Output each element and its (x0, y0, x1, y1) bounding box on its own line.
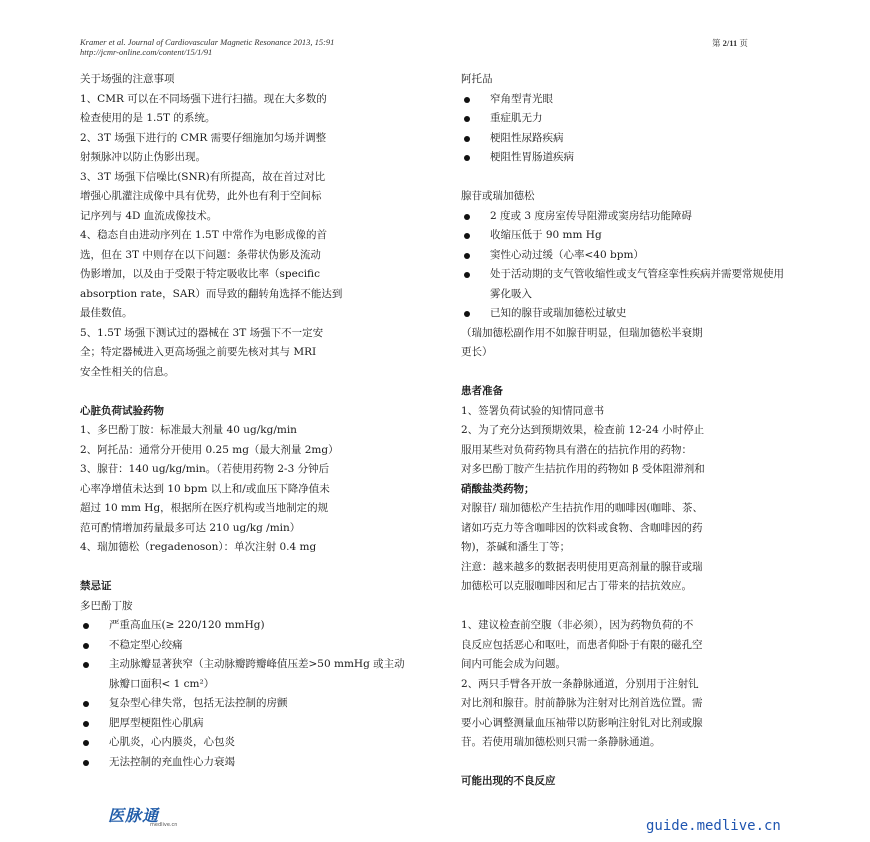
text-line: 超过 10 mm Hg，根据所在医疗机构或当地制定的规 (80, 502, 329, 514)
text-line: 最佳数值。 (80, 307, 133, 319)
adverse-reactions-heading: 可能出现的不良反应 (461, 775, 556, 787)
list-item: 梗阻性胃肠道疾病 (461, 148, 791, 168)
field-strength-body (80, 90, 410, 383)
text-line: 对多巴酚丁胺产生拮抗作用的药物如 β 受体阻滞剂和 (461, 463, 705, 475)
text-line: 选，但在 3T 中则存在以下问题：条带状伪影及流动 (80, 248, 321, 261)
page-prefix: 第 (712, 38, 721, 48)
text-line: 5、1.5T 场强下测试过的器械在 3T 场强下不一定安 (80, 326, 324, 339)
contraindications-subheading: 多巴酚丁胺 (80, 599, 133, 612)
text-line: 4、瑞加德松（regadenoson）：单次注射 0.4 mg (80, 541, 317, 553)
text-line: 1、CMR 可以在不同场强下进行扫描。现在大多数的 (80, 92, 327, 105)
atropine-heading: 阿托品 (461, 73, 493, 85)
text-line: 射频脉冲以防止伪影出现。 (80, 151, 206, 163)
patient-prep-body-2 (461, 616, 791, 753)
text-line: 对腺苷/ 瑞加德松产生拮抗作用的咖啡因(咖啡、茶、 (461, 502, 703, 514)
list-item: 窄角型青光眼 (461, 90, 791, 110)
medlive-logo[interactable]: 医脉通 (108, 806, 160, 825)
text-line: 安全性相关的信息。 (80, 365, 175, 378)
contraindications-heading: 禁忌证 (80, 580, 112, 592)
list-item: 已知的腺苷或瑞加德松过敏史 (461, 304, 791, 324)
medlive-logo-subtext: medlive.cn (150, 822, 178, 828)
text-line-bold: 硝酸盐类药物； (461, 482, 535, 495)
left-column (80, 70, 410, 772)
text-line: 注意：越来越多的数据表明使用更高剂量的腺苷或瑞 (461, 560, 703, 573)
atropine-list (461, 90, 791, 168)
page-suffix: 页 (739, 38, 748, 48)
text-line: 增强心肌灌注成像中具有优势，此外也有利于空间标 (80, 190, 322, 202)
text-line: 要小心调整测量血压袖带以防影响注射钆对比剂或腺 (461, 716, 703, 729)
page-indicator (712, 37, 748, 49)
list-item: 严重高血压(≥ 220/120 mmHg) (80, 616, 410, 636)
list-item: 肥厚型梗阻性心肌病 (80, 714, 410, 734)
stress-drugs-body (80, 421, 410, 558)
text-line: absorption rate，SAR）而导致的翻转角选择不能达到 (80, 287, 343, 300)
text-line: 3、腺苷：140 ug/kg/min。（若使用药物 2-3 分钟后 (80, 463, 330, 475)
adenosine-note: （瑞加德松副作用不如腺苷明显，但瑞加德松半衰期 (461, 326, 703, 339)
list-item: 复杂型心律失常，包括无法控制的房颤 (80, 694, 410, 714)
journal-url[interactable]: http://jcmr-online.com/content/15/1/91 (80, 47, 213, 57)
patient-prep-heading: 患者准备 (461, 385, 503, 397)
text-line: 物)，茶碱和潘生丁等； (461, 541, 571, 553)
text-line: 对比剂和腺苷。肘前静脉为注射对比剂首选位置。需 (461, 697, 703, 709)
journal-line: Kramer et al. Journal of Cardiovascular Magnetic Resonance 2013, 15:91 (80, 37, 335, 47)
text-line: 苷。若使用瑞加德松则只需一条静脉通道。 (461, 736, 661, 748)
adenosine-list (461, 207, 791, 324)
text-line: 服用某些对负荷药物具有潜在的拮抗作用的药物： (461, 443, 692, 456)
text-line: 1、建议检查前空腹（非必须），因为药物负荷的不 (461, 619, 694, 631)
field-strength-title: 关于场强的注意事项 (80, 73, 175, 85)
adenosine-heading: 腺苷或瑞加德松 (461, 190, 535, 202)
text-line: 2、两只手臂各开放一条静脉通道，分别用于注射钆 (461, 677, 699, 690)
adenosine-note: 更长） (461, 346, 493, 358)
text-line: 记序列与 4D 血流成像技术。 (80, 209, 218, 222)
list-item: 收缩压低于 90 mm Hg (461, 226, 791, 246)
text-line: 伪影增加，以及由于受限于特定吸收比率（specific (80, 268, 320, 280)
text-line: 4、稳态自由进动序列在 1.5T 中常作为电影成像的首 (80, 229, 328, 241)
text-line: 1、签署负荷试验的知情同意书 (461, 404, 605, 417)
list-item: 窦性心动过缓（心率<40 bpm） (461, 246, 791, 266)
list-item: 处于活动期的支气管收缩性或支气管痉挛性疾病并需要常规使用雾化吸入 (461, 265, 791, 304)
list-item: 无法控制的充血性心力衰竭 (80, 753, 410, 773)
list-item: 不稳定型心绞痛 (80, 636, 410, 656)
text-line: 1、多巴酚丁胺：标准最大剂量 40 ug/kg/min (80, 424, 297, 436)
text-line: 2、3T 场强下进行的 CMR 需要仔细施加匀场并调整 (80, 131, 327, 144)
text-line: 2、为了充分达到预期效果，检查前 12-24 小时停止 (461, 424, 705, 436)
text-line: 范可酌情增加药量最多可达 210 ug/kg /min） (80, 521, 301, 534)
text-line: 2、阿托品：通常分开使用 0.25 mg（最大剂量 2mg） (80, 443, 339, 456)
list-item: 主动脉瓣显著狭窄（主动脉瓣跨瓣峰值压差>50 mmHg 或主动脉瓣口面积< 1 cm²） (80, 655, 410, 694)
text-line: 间内可能会成为问题。 (461, 658, 566, 670)
patient-prep-body (461, 402, 791, 597)
text-line: 心率净增值未达到 10 bpm 以上和/或血压下降净值未 (80, 482, 330, 495)
footer-url-link[interactable]: guide.medlive.cn (646, 818, 781, 834)
text-line: 诸如巧克力等含咖啡因的饮料或食物、含咖啡因的药 (461, 521, 703, 534)
list-item: 2 度或 3 度房室传导阻滞或窦房结功能障碍 (461, 207, 791, 227)
list-item: 心肌炎，心内膜炎，心包炎 (80, 733, 410, 753)
right-column (461, 70, 791, 792)
text-line: 良反应包括恶心和呕吐，而患者仰卧于有限的磁孔空 (461, 638, 703, 651)
text-line: 3、3T 场强下信噪比(SNR)有所提高，故在首过对比 (80, 170, 326, 183)
page-number: 2/11 (722, 38, 738, 48)
journal-citation (80, 37, 334, 57)
stress-drugs-heading: 心脏负荷试验药物 (80, 404, 164, 417)
text-line: 检查使用的是 1.5T 的系统。 (80, 112, 216, 124)
contraindications-list (80, 616, 410, 772)
list-item: 重症肌无力 (461, 109, 791, 129)
text-line: 加德松可以克服咖啡因和尼古丁带来的拮抗效应。 (461, 580, 692, 592)
text-line: 全；特定器械进入更高场强之前要先核对其与 MRI (80, 346, 317, 358)
list-item: 梗阻性尿路疾病 (461, 129, 791, 149)
